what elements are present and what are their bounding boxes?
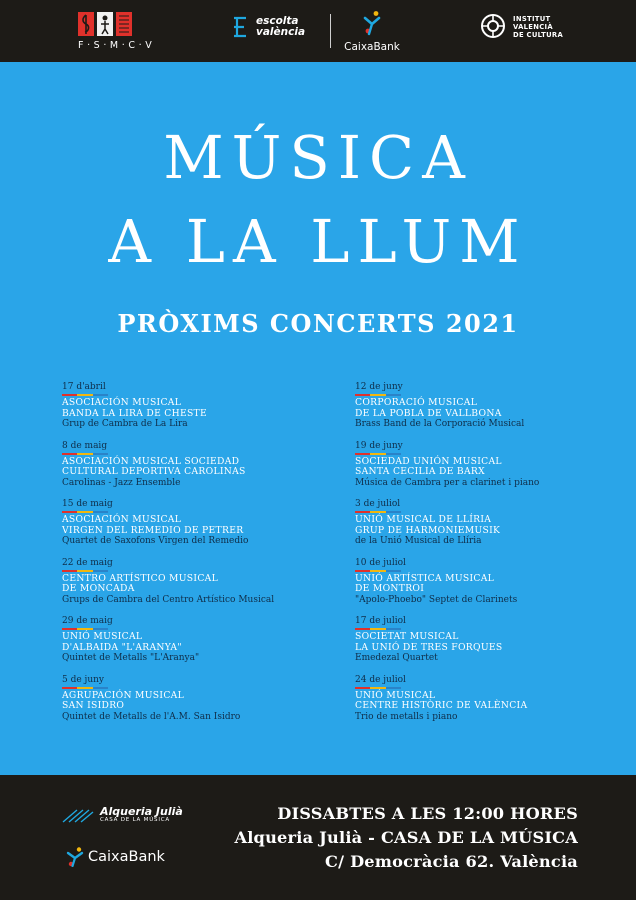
concert-entry [62, 499, 332, 558]
title-line1: MÚSICA [163, 123, 473, 192]
escolta-line2: valència [256, 26, 306, 38]
accent-stripe [62, 511, 108, 513]
ivc-logo [480, 13, 563, 39]
alqueria-sub: CASA DE LA MÚSICA [100, 817, 170, 823]
accent-stripe [355, 628, 401, 630]
accent-stripe [355, 511, 401, 513]
concert-group: Trio de metalls i piano [355, 711, 458, 722]
concert-society-line2: D'ALBAIDA "L'ARANYA" [62, 641, 182, 653]
concert-column-right [355, 382, 625, 733]
caixabank-star-icon [66, 847, 84, 867]
concert-society-line2: BANDA LA LIRA DE CHESTE [62, 407, 207, 419]
concert-society-line2: DE LA POBLA DE VALLBONA [355, 407, 502, 419]
event-info [234, 802, 578, 874]
concert-society-line1: UNIÓ MUSICAL [62, 631, 143, 642]
accent-stripe [62, 570, 108, 572]
ivc-line1: INSTITUT [513, 15, 551, 23]
accent-stripe [355, 394, 401, 396]
alqueria-name: Alqueria Julià [100, 805, 183, 818]
event-venue: Alqueria Julià - CASA DE LA MÚSICA [234, 828, 578, 847]
concert-society-line1: ASOCIACIÓN MUSICAL SOCIEDAD [62, 455, 240, 467]
concert-entry [62, 675, 332, 734]
fsmcv-logo [78, 12, 156, 51]
escolta-valencia-logo [232, 16, 305, 38]
ivc-emblem-icon [480, 13, 506, 39]
subtitle: PRÒXIMS CONCERTS 2021 [117, 309, 519, 338]
concert-entry [355, 441, 625, 500]
concert-entry [355, 382, 625, 441]
concert-group: Carolinas - Jazz Ensemble [62, 477, 181, 488]
ivc-line2: VALENCIÀ [513, 23, 553, 31]
title-line2: A LA LLUM [108, 207, 528, 276]
concert-date: 5 de juny [62, 674, 105, 685]
concert-society-line1: UNIÓ MUSICAL [355, 689, 436, 701]
concert-society-line2: SAN ISIDRO [62, 700, 125, 711]
concert-entry [355, 675, 625, 734]
concert-entry [62, 382, 332, 441]
concert-society-line2: VIRGEN DEL REMEDIO DE PETRER [62, 524, 244, 536]
concert-entry [62, 441, 332, 500]
event-address: C/ Democràcia 62. València [325, 852, 578, 871]
concert-society-line1: UNIÓ MUSICAL DE LLÍRIA [355, 514, 492, 525]
accent-stripe [62, 453, 108, 455]
caixabank-top-text: CaixaBank [344, 41, 400, 53]
concert-date: 24 de juliol [355, 674, 406, 685]
accent-stripe [62, 394, 108, 396]
concert-society-line2: LA UNIÓ DE TRES FORQUES [355, 641, 503, 653]
concert-group: Grup de Cambra de La Lira [62, 419, 188, 429]
concert-entry [355, 499, 625, 558]
alqueria-logo [62, 806, 183, 823]
concert-date: 22 de maig [62, 557, 113, 568]
accent-stripe [62, 687, 108, 689]
concert-date: 15 de maig [62, 499, 113, 509]
accent-stripe [62, 628, 108, 630]
concert-entry [62, 558, 332, 617]
concert-society-line2: GRUP DE HARMONIEMUSIK [355, 524, 501, 536]
concert-column-left [62, 382, 332, 733]
caixabank-logo-top [340, 10, 404, 53]
concert-date: 29 de maig [62, 616, 113, 626]
concert-society-line2: DE MONTROI [355, 583, 425, 594]
concert-date: 19 de juny [355, 440, 403, 451]
fsmcv-figure-icon [97, 12, 113, 36]
concert-date: 12 de juny [355, 382, 403, 392]
poster-panel [0, 62, 636, 775]
footer-band [0, 775, 636, 900]
concert-date: 3 de juliol [355, 499, 401, 509]
concert-group: Quintet de Metalls "L'Aranya" [62, 653, 200, 663]
concert-society-line2: CENTRE HISTÒRIC DE VALÈNCIA [355, 700, 528, 711]
concert-group: "Apolo-Phoebo" Septet de Clarinets [355, 594, 518, 605]
accent-stripe [355, 570, 401, 572]
concert-group: Quartet de Saxofons Virgen del Remedio [62, 536, 249, 546]
concert-group: Música de Cambra per a clarinet i piano [355, 477, 540, 488]
concert-date: 10 de juliol [355, 557, 406, 568]
concert-society-line2: CULTURAL DEPORTIVA CAROLINAS [62, 466, 246, 477]
caixabank-star-icon [362, 10, 382, 36]
concert-society-line1: ASOCIACIÓN MUSICAL [62, 514, 182, 525]
alqueria-lines-icon [62, 807, 94, 823]
accent-stripe [355, 453, 401, 455]
concert-society-line1: CORPORACIÓ MUSICAL [355, 397, 478, 408]
concert-date: 17 de juliol [355, 616, 406, 626]
concert-entry [355, 558, 625, 617]
concert-date: 8 de maig [62, 440, 108, 451]
concert-society-line1: ASOCIACIÓN MUSICAL [62, 397, 182, 408]
caixabank-logo-bottom [66, 847, 165, 867]
accent-stripe [355, 687, 401, 689]
concert-society-line1: SOCIETAT MUSICAL [355, 631, 459, 642]
ivc-line3: DE CULTURA [513, 31, 564, 39]
event-schedule: DISSABTES A LES 12:00 HORES [277, 804, 578, 823]
concert-date: 17 d'abril [62, 382, 106, 392]
logo-bar [0, 0, 636, 62]
concert-group: de la Unió Musical de Llíria [355, 536, 482, 546]
concert-society-line1: AGRUPACIÓN MUSICAL [62, 689, 184, 701]
concert-society-line1: CENTRO ARTÍSTICO MUSICAL [62, 572, 218, 584]
concert-society-line2: DE MONCADA [62, 583, 135, 594]
escolta-mark-icon [232, 16, 248, 38]
escolta-line1: escolta [256, 15, 299, 27]
concert-society-line1: SOCIEDAD UNIÓN MUSICAL [355, 455, 502, 467]
concert-society-line2: SANTA CECILIA DE BARX [355, 466, 485, 477]
concert-group: Emedezal Quartet [355, 653, 438, 663]
concert-entry [355, 616, 625, 675]
fsmcv-text: F·S·M·C·V [78, 40, 156, 51]
concert-group: Brass Band de la Corporació Musical [355, 419, 525, 429]
concert-society-line1: UNIÓ ARTÍSTICA MUSICAL [355, 572, 495, 584]
logo-divider [330, 14, 331, 48]
fsmcv-clef-icon [78, 12, 94, 36]
caixabank-bottom-text: CaixaBank [88, 849, 165, 865]
fsmcv-note-icon [116, 12, 132, 36]
concert-group: Grups de Cambra del Centro Artístico Musical [62, 594, 275, 605]
concert-group: Quintet de Metalls de l'A.M. San Isidro [62, 711, 241, 722]
concert-entry [62, 616, 332, 675]
